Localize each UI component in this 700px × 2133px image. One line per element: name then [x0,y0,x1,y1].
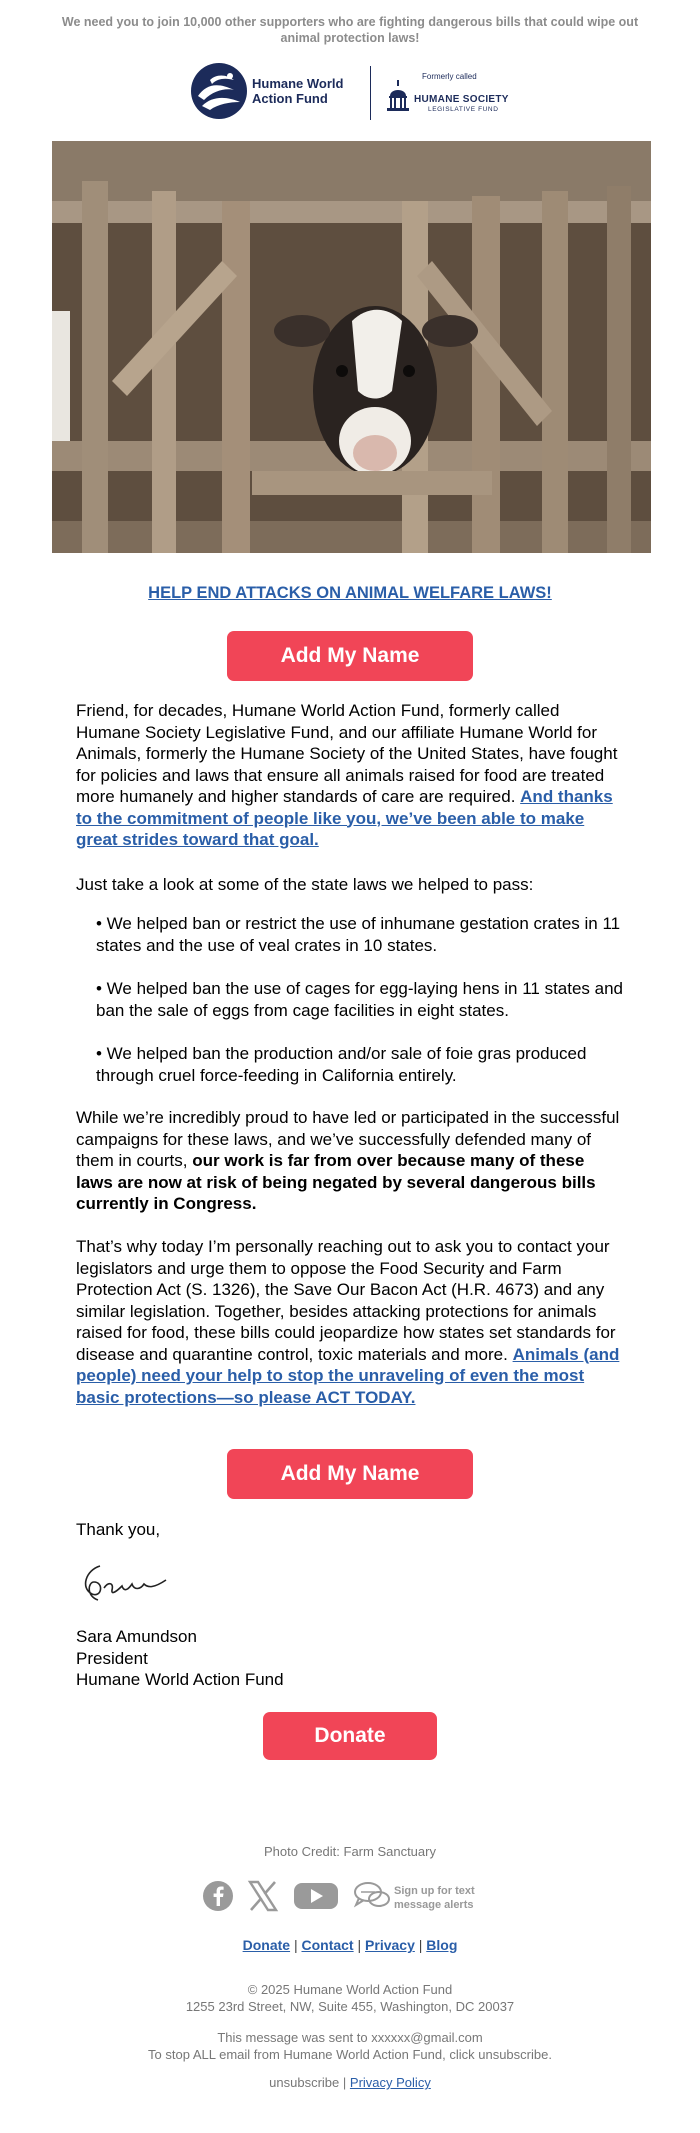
bullet-item: • We helped ban or restrict the use of inhumane gestation crates in 11 states and the use of veal crates in 10 states. [96,914,621,955]
humane-world-logo-icon [190,62,248,120]
act-today-link[interactable]: Animals (and people) need your help to stop the unraveling of even the most basic protections—so please ACT TODAY. [76,1344,620,1407]
headline-link[interactable]: HELP END ATTACKS ON ANIMAL WELFARE LAWS! [148,584,552,602]
preheader-text: We need you to join 10,000 other supporters who are fighting dangerous bills that could wipe out animal protection laws! [61,15,639,45]
facebook-icon[interactable] [202,1880,234,1912]
logo-header[interactable] [0,62,700,122]
footer-separator: | [293,1937,298,1953]
bullet-item: • We helped ban the use of cages for egg-laying hens in 11 states and ban the sale of eggs from cage facilities in eight states. [96,979,624,1020]
legislation-text: That’s why today I’m personally reaching out to ask you to contact your legislators and urge them to oppose the Food Security and Farm Protection Act (S. 1326), the Save Our Bacon Act (H.R. 4673) and any similar legislation. Together, besides attacking protections for animals raised for food, these bills could jeopardize how states set standards for disease and quarantine control, toxic materials and more. [76,1237,616,1364]
legislation-paragraph [76,1236,624,1408]
capitol-icon [386,80,410,112]
footer-link-contact[interactable]: Contact [301,1937,354,1953]
signature-image [78,1552,170,1606]
hero-calf-photo[interactable] [52,141,651,553]
signer-title: President [76,1648,148,1668]
x-icon[interactable] [247,1880,279,1912]
logo-wordmark [252,76,344,106]
add-my-name-button-2[interactable]: Add My Name [227,1449,473,1499]
logo-line-2: Action Fund [252,91,328,106]
copyright-block [0,1981,700,2015]
add-my-name-button[interactable]: Add My Name [227,631,473,681]
footer-link-donate[interactable]: Donate [242,1937,291,1953]
proud-text: While we’re incredibly proud to have led or participated in the successful campaigns for these laws, and we’ve successfully defended many of them in courts, [76,1108,620,1170]
stop-email-text: To stop ALL email from Humane World Action Fund, click unsubscribe. [148,2047,552,2062]
footer-nav [0,1937,700,1953]
social-links [0,1880,700,1920]
signer-org: Humane World Action Fund [76,1670,284,1689]
photo-credit: Photo Credit: Farm Sanctuary [264,1844,436,1859]
bullet-item: • We helped ban the production and/or sale of foie gras produced through cruel force-feeding in California entirely. [96,1044,587,1085]
footer-link-privacy[interactable]: Privacy [365,1937,415,1953]
footer-link-blog[interactable]: Blog [426,1937,458,1953]
logo-divider [370,66,371,120]
footer-separator: | [357,1937,362,1953]
former-name-sub: LEGISLATIVE FUND [428,106,499,113]
state-laws-intro: Just take a look at some of the state laws we helped to pass: [76,875,534,894]
sent-to-text: This message was sent to xxxxxx@gmail.com [217,2030,483,2045]
copyright-text: © 2025 Humane World Action Fund [247,1982,453,1997]
sms-icon[interactable] [353,1880,391,1912]
sms-line-2: message alerts [394,1899,474,1911]
sms-signup-text[interactable] [394,1884,475,1912]
unsubscribe-link[interactable]: unsubscribe [269,2075,340,2090]
sent-notice [0,2029,700,2063]
former-name: HUMANE SOCIETY [414,94,509,105]
donate-button[interactable]: Donate [263,1712,437,1760]
formerly-called-label: Formerly called [422,72,477,81]
signer-name: Sara Amundson [76,1627,197,1646]
logo-line-1: Humane World [252,76,344,91]
signer-block [76,1626,624,1691]
address-text: 1255 23rd Street, NW, Suite 455, Washington, DC 20037 [185,1999,515,2014]
privacy-policy-link[interactable]: Privacy Policy [349,2075,431,2090]
sms-line-1: Sign up for text [394,1885,475,1897]
proud-paragraph [76,1107,624,1215]
intro-link[interactable]: And thanks to the commitment of people like you, we’ve been able to make great strides toward that goal. [76,787,613,849]
footer-separator: | [342,2075,347,2090]
intro-text: Friend, for decades, Humane World Action Fund, formerly called Humane Society Legislative Fund, and our affiliate Humane World for Animals, formerly the Humane Society of the United States, have fought for policies and laws that ensure all animals raised for food are treated more humanely and higher standards of care are required. [76,701,618,806]
intro-paragraph [76,700,624,851]
unsubscribe-row [0,2075,700,2090]
thank-you-text: Thank you, [76,1520,161,1539]
footer-separator: | [418,1937,423,1953]
proud-bold-text: our work is far from over because many of these laws are now at risk of being negated by several dangerous bills currently in Congress. [76,1151,596,1213]
youtube-icon[interactable] [293,1880,339,1912]
